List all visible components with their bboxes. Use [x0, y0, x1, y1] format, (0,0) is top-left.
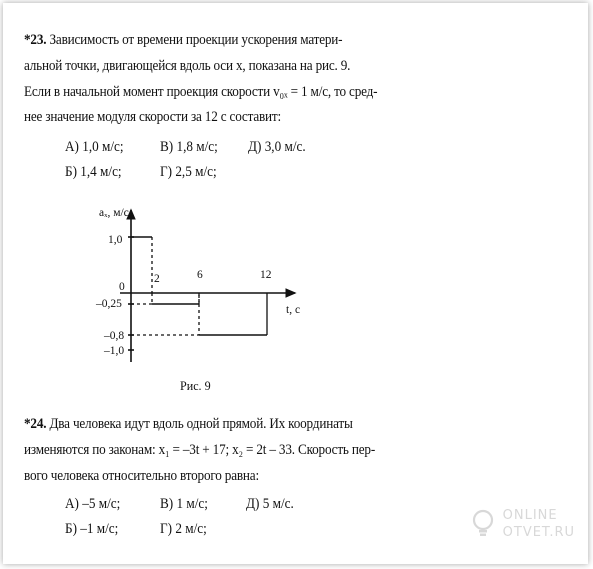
problem-23-line-4: нее значение модуля скорости за 12 с составит: — [24, 109, 281, 125]
problem-23-option-a: А) 1,0 м/с; — [65, 139, 124, 155]
problem-23-option-b: Б) 1,4 м/с; — [65, 164, 122, 180]
problem-24-line-1 — [24, 414, 508, 434]
problem-24-option-b: Б) –1 м/с; — [65, 521, 119, 537]
problem-23-line-2: альной точки, двигающейся вдоль оси x, показана на рис. 9. — [24, 58, 351, 74]
problem-24-text-1: Два человека идут вдоль одной прямой. Их координаты — [49, 416, 353, 432]
lightbulb-icon — [471, 509, 495, 537]
problem-24-line-3: вого человека относительно второго равна: — [24, 468, 259, 484]
problem-23-option-g: Г) 2,5 м/с; — [160, 164, 217, 180]
problem-23-text-1: Зависимость от времени проекции ускорения матери- — [49, 32, 343, 48]
y-axis-label: aₓ, м/с — [99, 207, 129, 219]
problem-24-line-2: изменяются по законам: x₁ = –3t + 17; x₂ = 2t – 33. Скорость пер- — [24, 442, 376, 458]
figure-caption: Рис. 9 — [180, 378, 211, 393]
problem-23-option-d: Д) 3,0 м/с. — [248, 139, 306, 155]
problem-23-number: *23. — [24, 32, 47, 48]
x-tick-label-2: 6 — [197, 269, 203, 281]
problem-23-line-3: Если в начальной момент проекция скорости v₀ₓ = 1 м/с, то сред- — [24, 84, 378, 100]
watermark — [503, 507, 575, 541]
x-axis-label: t, с — [286, 304, 301, 316]
y-tick-label-2: –0,25 — [96, 298, 122, 310]
origin-label: 0 — [119, 281, 125, 293]
problem-23-option-v: В) 1,8 м/с; — [160, 139, 218, 155]
problem-24-option-d: Д) 5 м/с. — [246, 496, 294, 512]
y-tick-label-1: 1,0 — [108, 234, 123, 246]
x-tick-label-3: 12 — [260, 269, 272, 281]
problem-24-option-a: А) –5 м/с; — [65, 496, 121, 512]
problem-24-option-v: В) 1 м/с; — [160, 496, 208, 512]
problem-24-number: *24. — [24, 416, 47, 432]
watermark-line-1: ONLINE — [502, 508, 558, 523]
y-tick-label-3: –0,8 — [104, 330, 125, 342]
problem-24-option-g: Г) 2 м/с; — [160, 521, 207, 537]
x-tick-label-1: 2 — [154, 273, 160, 285]
y-tick-label-4: –1,0 — [104, 345, 125, 357]
watermark-line-2: OTVET.RU — [502, 525, 575, 540]
